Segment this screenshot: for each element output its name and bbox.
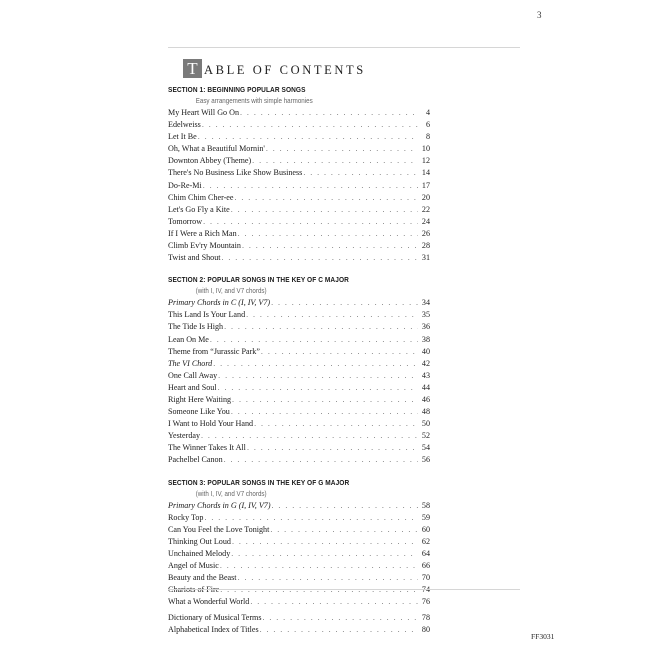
- dot-leader: [303, 167, 418, 179]
- entry-title: Let It Be: [168, 132, 197, 142]
- entry-page-number: 64: [421, 548, 430, 558]
- entry-title: Heart and Soul: [168, 382, 217, 392]
- entry-title: [168, 584, 220, 596]
- entry-page-number: 60: [421, 524, 430, 534]
- dot-leader: [198, 131, 418, 143]
- toc-entry[interactable]: [168, 536, 430, 548]
- entry-page-number: 70: [421, 573, 430, 583]
- entry-page-number: 8: [425, 132, 430, 142]
- dot-leader: [210, 334, 418, 346]
- entry-page-number: 22: [421, 204, 430, 214]
- entry-page-number: 59: [421, 512, 430, 522]
- entry-title: Twist and Shout: [168, 253, 221, 263]
- entry-page-number: 34: [421, 298, 430, 308]
- entry-page-number: 20: [421, 192, 430, 202]
- dot-leader: [270, 524, 418, 536]
- entry-page-number: 52: [421, 431, 430, 441]
- dot-leader: [232, 394, 418, 406]
- dot-leader: [266, 143, 418, 155]
- entry-title: Alphabetical Index of Titles: [168, 625, 259, 635]
- dot-leader: [220, 560, 418, 572]
- entry-title: Beauty and the Beast: [168, 573, 237, 583]
- entry-page-number: 38: [421, 334, 430, 344]
- toc-entry[interactable]: [168, 382, 430, 394]
- dot-leader: [272, 500, 418, 512]
- title-dropcap: T: [183, 59, 202, 78]
- entry-page-number: 66: [421, 561, 430, 570]
- back-matter: [168, 612, 430, 636]
- entry-page-number: 48: [421, 407, 430, 417]
- toc-entry[interactable]: [168, 512, 430, 524]
- entry-title: Unchained Melody: [168, 548, 231, 558]
- dot-leader: [224, 321, 418, 333]
- entry-page-number: 76: [421, 597, 430, 607]
- toc-entry[interactable]: [168, 500, 430, 512]
- entry-page-number: 10: [421, 144, 430, 154]
- entry-title: My Heart Will Go On: [168, 108, 240, 117]
- section-spacer: [168, 264, 430, 274]
- dot-leader: [203, 216, 418, 228]
- bottom-divider: [168, 589, 520, 590]
- toc-entry[interactable]: [168, 612, 430, 624]
- footer-code: FF3031: [531, 632, 555, 641]
- toc-entry[interactable]: [168, 131, 430, 143]
- dot-leader: [238, 572, 418, 584]
- toc-entry[interactable]: [168, 143, 430, 155]
- toc-entry[interactable]: [168, 584, 430, 596]
- toc-entry[interactable]: [168, 119, 430, 131]
- dot-leader: [201, 430, 418, 442]
- entry-title: Lean On Me: [168, 334, 209, 344]
- dot-leader: [240, 107, 418, 119]
- toc-entry[interactable]: [168, 442, 430, 454]
- entry-page-number: 40: [421, 346, 430, 356]
- section-heading: SECTION 1: BEGINNING POPULAR SONGS: [168, 85, 306, 94]
- entry-title: Let's Go Fly a Kite: [168, 204, 230, 214]
- top-divider: [168, 47, 520, 48]
- dot-leader: [262, 612, 418, 624]
- entry-title: Can You Feel the Love Tonight: [168, 524, 270, 534]
- entry-page-number: 17: [421, 180, 430, 190]
- entry-page-number: [418, 584, 430, 596]
- entry-title: Primary Chords in G (I, IV, V7): [168, 500, 271, 510]
- entry-page-number: 42: [421, 358, 430, 368]
- dot-leader: [218, 370, 418, 382]
- entry-page-number: 46: [421, 394, 430, 404]
- dot-leader: [252, 155, 418, 167]
- entry-title: Downton Abbey (Theme): [168, 156, 252, 166]
- dot-leader: [271, 297, 418, 309]
- entry-title: Rocky Top: [168, 512, 204, 522]
- entry-page-number: 14: [421, 168, 430, 178]
- toc-entry[interactable]: [168, 370, 430, 382]
- toc-entry[interactable]: [168, 297, 430, 309]
- toc-entry[interactable]: [168, 321, 430, 333]
- toc-entry[interactable]: [168, 418, 430, 430]
- entry-title: The Winner Takes It All: [168, 443, 246, 453]
- section-subtitle: (with I, IV, and V7 chords): [195, 286, 267, 296]
- entry-title: Thinking Out Loud: [168, 536, 231, 546]
- entry-page-number: 31: [421, 253, 430, 263]
- entry-title: There's No Business Like Show Business: [168, 168, 303, 178]
- entry-title: Tomorrow: [168, 216, 203, 226]
- title-text: ABLE OF CONTENTS: [204, 62, 366, 77]
- dot-leader: [246, 309, 418, 321]
- toc-entry[interactable]: [168, 252, 430, 264]
- toc-entry[interactable]: [168, 548, 430, 560]
- section-spacer: [168, 467, 430, 477]
- entry-page-number: 50: [421, 419, 430, 429]
- toc-entry[interactable]: [168, 228, 430, 240]
- entry-title: Right Here Waiting: [168, 394, 232, 404]
- entry-title: Dictionary of Musical Terms: [168, 613, 262, 623]
- entry-page-number: 35: [421, 310, 430, 320]
- toc-entry[interactable]: [168, 204, 430, 216]
- entry-title: Theme from “Jurassic Park”: [168, 346, 260, 356]
- dot-leader: [254, 418, 418, 430]
- dot-leader: [218, 382, 418, 394]
- entry-page-number: 36: [421, 322, 430, 332]
- entry-title: Primary Chords in C (I, IV, V7): [168, 298, 271, 308]
- toc-entry[interactable]: [168, 406, 430, 418]
- toc-entry[interactable]: [168, 309, 430, 321]
- entry-title: I Want to Hold Your Hand: [168, 419, 254, 429]
- toc-entry[interactable]: [168, 107, 430, 119]
- toc-entry[interactable]: [168, 155, 430, 167]
- entry-page-number: 24: [421, 216, 430, 226]
- dot-leader: [242, 240, 418, 252]
- dot-leader: [261, 346, 418, 358]
- dot-leader: [213, 358, 418, 370]
- dot-leader: [220, 584, 418, 596]
- dot-leader: [238, 228, 418, 240]
- entry-page-number: 44: [421, 382, 430, 392]
- dot-leader: [247, 442, 418, 454]
- dot-leader: [250, 596, 418, 608]
- dot-leader: [224, 454, 418, 466]
- toc-entry[interactable]: [168, 394, 430, 406]
- entry-title: Yesterday: [168, 431, 200, 441]
- dot-leader: [204, 512, 418, 524]
- entry-title: Chim Chim Cher-ee: [168, 192, 234, 202]
- toc-entry[interactable]: [168, 596, 430, 608]
- page-title: [183, 58, 366, 78]
- entry-title: Oh, What a Beautiful Mornin': [168, 144, 265, 154]
- entry-title: The Tide Is High: [168, 322, 224, 332]
- entry-title: The VI Chord: [168, 358, 213, 368]
- entry-title: What a Wonderful World: [168, 597, 250, 607]
- entry-title: Climb Ev'ry Mountain: [168, 241, 241, 251]
- toc-entry[interactable]: [168, 240, 430, 252]
- toc-entry[interactable]: [168, 180, 430, 192]
- entry-title: One Call Away: [168, 370, 218, 380]
- entry-page-number: 56: [421, 455, 430, 465]
- entry-page-number: 43: [421, 370, 430, 380]
- dot-leader: [231, 548, 418, 560]
- dot-leader: [222, 252, 419, 264]
- entry-title: Pachelbel Canon: [168, 455, 223, 465]
- dot-leader: [202, 119, 418, 131]
- entry-page-number: 62: [421, 536, 430, 546]
- entry-page-number: 54: [421, 443, 430, 453]
- table-of-contents: [168, 84, 430, 637]
- entry-page-number: 58: [421, 500, 430, 510]
- toc-section: [168, 274, 430, 466]
- entry-page-number: 6: [425, 120, 430, 130]
- entry-title: Someone Like You: [168, 407, 230, 417]
- toc-entry[interactable]: [168, 216, 430, 228]
- dot-leader: [234, 192, 418, 204]
- page-number: 3: [537, 10, 542, 20]
- toc-entry[interactable]: [168, 334, 430, 346]
- dot-leader: [231, 204, 418, 216]
- entry-page-number: 28: [421, 241, 430, 251]
- entry-page-number: 80: [421, 625, 430, 635]
- dot-leader: [260, 624, 418, 636]
- entry-title: This Land Is Your Land: [168, 310, 246, 320]
- toc-entry[interactable]: [168, 524, 430, 536]
- entry-title: Angel of Music: [168, 561, 219, 570]
- dot-leader: [232, 536, 418, 548]
- toc-entry[interactable]: [168, 430, 430, 442]
- toc-entry[interactable]: [168, 167, 430, 179]
- entry-page-number: 78: [421, 613, 430, 623]
- entry-page-number: 12: [421, 156, 430, 166]
- toc-entry[interactable]: [168, 192, 430, 204]
- section-subtitle: (with I, IV, and V7 chords): [195, 488, 267, 498]
- toc-section: [168, 84, 430, 264]
- toc-entry[interactable]: [168, 454, 430, 466]
- entry-title: Edelweiss: [168, 120, 201, 130]
- entry-title: If I Were a Rich Man: [168, 228, 237, 238]
- section-heading: SECTION 2: POPULAR SONGS IN THE KEY OF C MAJOR: [168, 275, 349, 285]
- toc-entry[interactable]: [168, 560, 430, 572]
- section-subtitle: Easy arrangements with simple harmonies: [195, 96, 313, 105]
- toc-entry[interactable]: [168, 624, 430, 636]
- toc-entry[interactable]: [168, 572, 430, 584]
- entry-title: Do-Re-Mi: [168, 180, 202, 190]
- toc-entry[interactable]: [168, 358, 430, 370]
- section-heading: SECTION 3: POPULAR SONGS IN THE KEY OF G MAJOR: [168, 477, 350, 487]
- dot-leader: [203, 180, 418, 192]
- dot-leader: [231, 406, 418, 418]
- entry-page-number: 26: [421, 228, 430, 238]
- toc-entry[interactable]: [168, 346, 430, 358]
- entry-page-number: 4: [425, 108, 430, 117]
